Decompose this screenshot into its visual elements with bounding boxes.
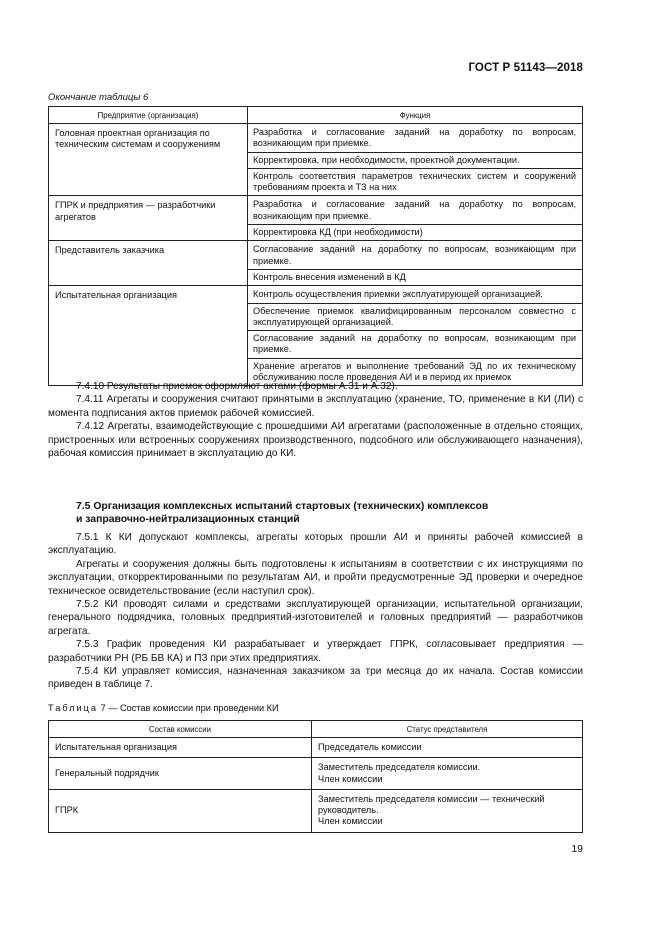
- table7-caption-word: Таблица: [48, 703, 99, 713]
- function-item: Разработка и согласование заданий на доработку по вопросам, возникающим при приемке.: [248, 124, 582, 153]
- table-header-row: [49, 107, 583, 124]
- table-header-status: Статус представителя: [312, 721, 583, 738]
- org-cell: Головная проектная организация по техническим системам и сооружениям: [49, 124, 248, 196]
- paragraph: 7.5.3 График проведения КИ разрабатывает и утверждает ГПРК, согласовывает предприятия — разработчики РН (РБ БВ КА) и ПЗ при этих предприятиях.: [48, 639, 583, 664]
- function-item: Корректировка КД (при необходимости): [253, 227, 423, 238]
- standard-code: ГОСТ Р 51143—2018: [468, 62, 583, 74]
- paragraph: 7.4.11 Агрегаты и сооружения считают принятыми в эксплуатацию (хранение, ТО, применение в КИ (ЛИ) с момента подписания актов приемок рабочей комиссией.: [48, 394, 583, 419]
- function-cell: [248, 196, 583, 241]
- paragraph: 7.5.1 К КИ допускают комплексы, агрегаты которых прошли АИ и приняты рабочей комиссией в эксплуатацию.: [48, 532, 583, 557]
- paragraphs-7-4: [48, 380, 583, 460]
- table-row: [49, 286, 583, 386]
- paragraph: 7.4.12 Агрегаты, взаимодействующие с прошедшими АИ агрегатами (расположенные в отдельно стоящих, пристроенных или встроенных сооружениях производственного, подсобного или обслуживающего назначения), рабочая комиссия принимает в эксплуатацию до КИ.: [48, 421, 583, 460]
- function-item: Контроль осуществления приемки эксплуатирующей организацией.: [248, 286, 582, 303]
- page-number: 19: [571, 843, 583, 855]
- org-cell: ГПРК и предприятия — разработчики агрегатов: [49, 196, 248, 241]
- function-item: Контроль внесения изменений в КД: [253, 271, 406, 282]
- table-row: [49, 241, 583, 286]
- paragraph: 7.4.10 Результаты приемок оформляют актами (формы А.31 и А.32).: [76, 381, 398, 392]
- section-title-line: 7.5 Организация комплексных испытаний стартовых (технических) комплексов: [76, 501, 489, 512]
- org-cell: Испытательная организация: [49, 286, 248, 386]
- member-cell: Испытательная организация: [49, 738, 312, 758]
- member-cell: ГПРК: [49, 789, 312, 832]
- table-6: [48, 106, 583, 386]
- function-cell: [248, 124, 583, 196]
- table6-caption: Окончание таблицы 6: [48, 92, 149, 103]
- table-row: [49, 738, 583, 758]
- paragraph: 7.5.4 КИ управляет комиссия, назначенная заказчиком за три месяца до их начала. Состав комиссии приведен в таблице 7.: [48, 666, 583, 691]
- paragraphs-7-5: [48, 531, 583, 692]
- function-item: Согласование заданий на доработку по вопросам, возникающим при приемке.: [248, 331, 582, 359]
- member-cell: Генеральный подрядчик: [49, 758, 312, 790]
- function-item: Обеспечение приемок квалифицированным персоналом совместно с эксплуатирующей организацией.: [248, 304, 582, 332]
- org-cell: Представитель заказчика: [49, 241, 248, 286]
- function-item: Хранение агрегатов и выполнение требований ЭД по их техническому обслуживанию после проведения АИ и в период их приемок: [253, 360, 576, 383]
- table-header-org: Предприятие (организация): [49, 107, 248, 124]
- table7-caption: [48, 703, 279, 713]
- table-row: [49, 789, 583, 832]
- status-cell: Председатель комиссии: [312, 738, 583, 758]
- function-cell: [248, 286, 583, 386]
- table-row: [49, 758, 583, 790]
- status-cell: Заместитель председателя комиссии — технический руководитель. Член комиссии: [312, 789, 583, 832]
- table-7: [48, 720, 583, 833]
- function-item: Согласование заданий на доработку по вопросам, возникающим при приемке.: [248, 241, 582, 270]
- table-header-member: Состав комиссии: [49, 721, 312, 738]
- table-header-row: [49, 721, 583, 738]
- paragraph: Агрегаты и сооружения должны быть подготовлены к испытаниям в соответствии с их инструкциями по эксплуатации, откорректированными по результатам АИ, и пройти предусмотренные ЭД проверки и очередное техническое освидетельствование (если наступил срок).: [48, 558, 583, 597]
- table-header-function: Функция: [248, 107, 583, 124]
- function-item: Контроль соответствия параметров технических систем и сооружений требованиям проекта и ТЗ на них: [253, 170, 576, 193]
- section-title-line: и заправочно-нейтрализационных станций: [76, 514, 300, 526]
- paragraph: 7.5.2 КИ проводят силами и средствами эксплуатирующей организации, испытательной организации, генерального подрядчика, головных предприятий-изготовителей и головных предприятий — разработчиков агрегата.: [48, 599, 583, 637]
- function-item: Корректировка, при необходимости, проектной документации.: [248, 153, 582, 169]
- section-7-5-heading: [48, 500, 583, 527]
- table-row: [49, 124, 583, 196]
- function-cell: [248, 241, 583, 286]
- table-row: [49, 196, 583, 241]
- table7-caption-text: 7 — Состав комиссии при проведении КИ: [98, 703, 279, 713]
- function-item: Разработка и согласование заданий на доработку по вопросам, возникающим при приемке.: [248, 196, 582, 225]
- status-cell: Заместитель председателя комиссии. Член комиссии: [312, 758, 583, 790]
